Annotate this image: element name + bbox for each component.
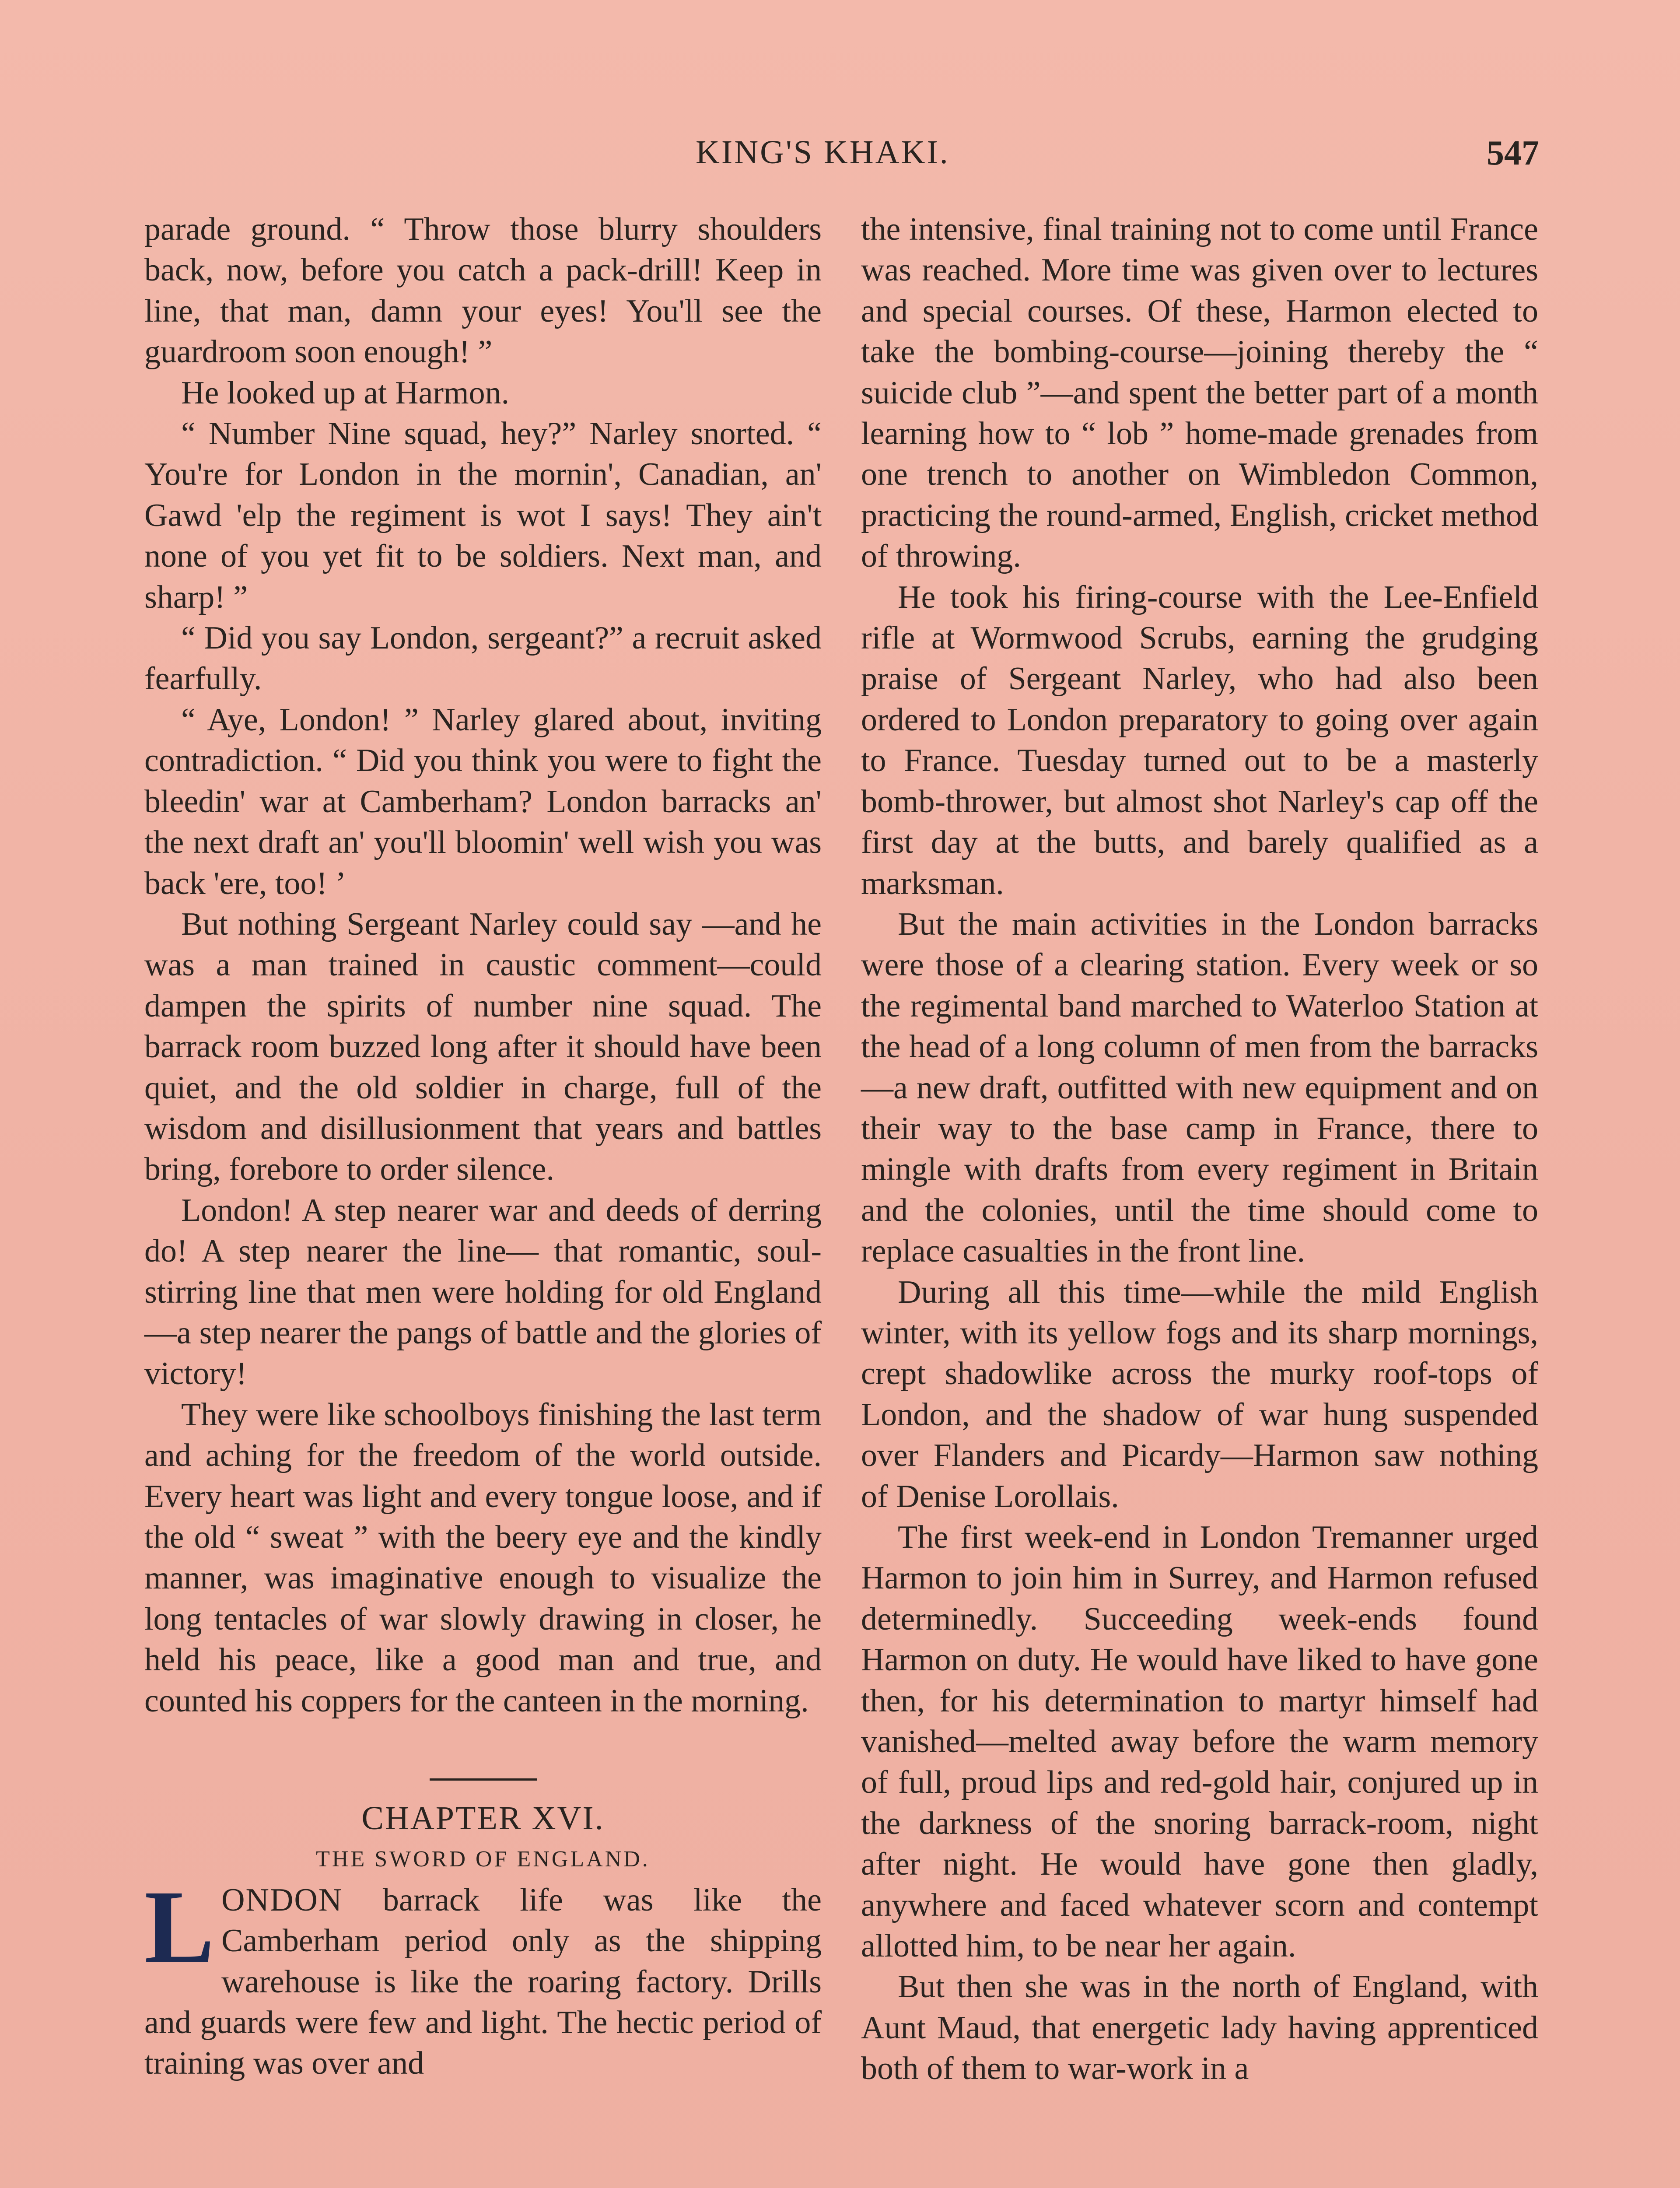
running-title: KING'S KHAKI. — [696, 134, 950, 171]
right-column — [861, 209, 1538, 2090]
paragraph: “ Number Nine squad, hey?” Narley snorted. “ You're for London in the mornin', Canadian, an' Gawd 'elp the regiment is wot I says! They ain't none of you yet fit to be soldiers. Next man, and sharp! ” — [144, 416, 822, 615]
chapter-opening-paragraph — [144, 1868, 822, 2084]
chapter-divider — [430, 1778, 537, 1781]
opening-small-caps: ONDON — [221, 1882, 343, 1918]
chapter-subtitle: THE SWORD OF ENGLAND. — [316, 1847, 650, 1872]
chapter-heading: CHAPTER XVI. — [361, 1800, 605, 1837]
paragraph: But then she was in the north of England, with Aunt Maud, that energetic lady having apprenticed both of them to war-work in a — [861, 1969, 1538, 2087]
paragraph: They were like schoolboys finishing the last term and aching for the freedom of the world outside. Every heart was light and every tongue loose, and if the old “ sweat ” with the beery eye and the kindly manner, was imaginative enough to visualize the long tentacles of war slowly drawing in closer, he held his peace, like a good man and true, and counted his coppers for the canteen in the morning. — [144, 1396, 822, 1719]
left-column — [144, 209, 822, 2084]
opening-text: barrack life was like the Camberham period only as the shipping warehouse is like the roaring factory. Drills and guards were few and light. The hectic period of training was over and — [144, 1882, 822, 2082]
paragraph: “ Did you say London, sergeant?” a recruit asked fearfully. — [144, 620, 822, 697]
paragraph: He took his firing-course with the Lee-Enfield rifle at Wormwood Scrubs, earning the grudging praise of Sergeant Narley, who had also been ordered to London preparatory to going over again to France. Tuesday turned out to be a masterly bomb-thrower, but almost shot Narley's cap off the first day at the butts, and barely qualified as a marksman. — [861, 579, 1538, 901]
paragraph: But nothing Sergeant Narley could say —and he was a man trained in caustic comment—could dampen the spirits of number nine squad. The barrack room buzzed long after it should have been quiet, and the old soldier in charge, full of the wisdom and disillusionment that years and battles bring, forebore to order silence. — [144, 906, 822, 1188]
paragraph: the intensive, final training not to come until France was reached. More time was given over to lectures and special courses. Of these, Harmon elected to take the bombing-course—joining thereby the “ suicide club ”—and spent the better part of a month learning how to “ lob ” home-made grenades from one trench to another on Wimbledon Common, practicing the round-armed, English, cricket method of throwing. — [861, 211, 1538, 575]
paragraph: During all this time—while the mild English winter, with its yellow fogs and its sharp mornings, crept shadowlike across the murky roof-tops of London, and the shadow of war hung suspended over Flanders and Picardy—Harmon saw nothing of Denise Lorollais. — [861, 1274, 1538, 1515]
paragraph: parade ground. “ Throw those blurry shoulders back, now, before you catch a pack-drill! Keep in line, that man, damn your eyes! You'll see the guardroom soon enough! ” — [144, 211, 822, 370]
page-number: 547 — [1487, 134, 1539, 172]
paragraph: London! A step nearer war and deeds of derring do! A step nearer the line— that romantic, soul-stirring line that men were holding for old England—a step nearer the pangs of battle and the glories of victory! — [144, 1192, 822, 1392]
paragraph: But the main activities in the London barracks were those of a clearing station. Every week or so the regimental band marched to Waterloo Station at the head of a long column of men from the barracks —a new draft, outfitted with new equipment and on their way to the base camp in France, there to mingle with drafts from every regiment in Britain and the colonies, until the time should come to replace casualties in the front line. — [861, 906, 1538, 1269]
paragraph: The first week-end in London Tremanner urged Harmon to join him in Surrey, and Harmon refused determinedly. Succeeding week-ends found Harmon on duty. He would have liked to have gone then, for his determination to martyr himself had vanished—melted away before the warm memory of full, proud lips and red-gold hair, conjured up in the darkness of the snoring barrack-room, night after night. He would have gone then gladly, anywhere and faced whatever scorn and contempt allotted him, to be near her again. — [861, 1519, 1538, 1964]
paragraph: “ Aye, London! ” Narley glared about, inviting contradiction. “ Did you think you were to fight the bleedin' war at Camberham? London barracks an' the next draft an' you'll bloomin' well wish you was back 'ere, too! ’ — [144, 701, 822, 901]
drop-cap: L — [144, 1868, 215, 1985]
paragraph: He looked up at Harmon. — [181, 375, 510, 411]
